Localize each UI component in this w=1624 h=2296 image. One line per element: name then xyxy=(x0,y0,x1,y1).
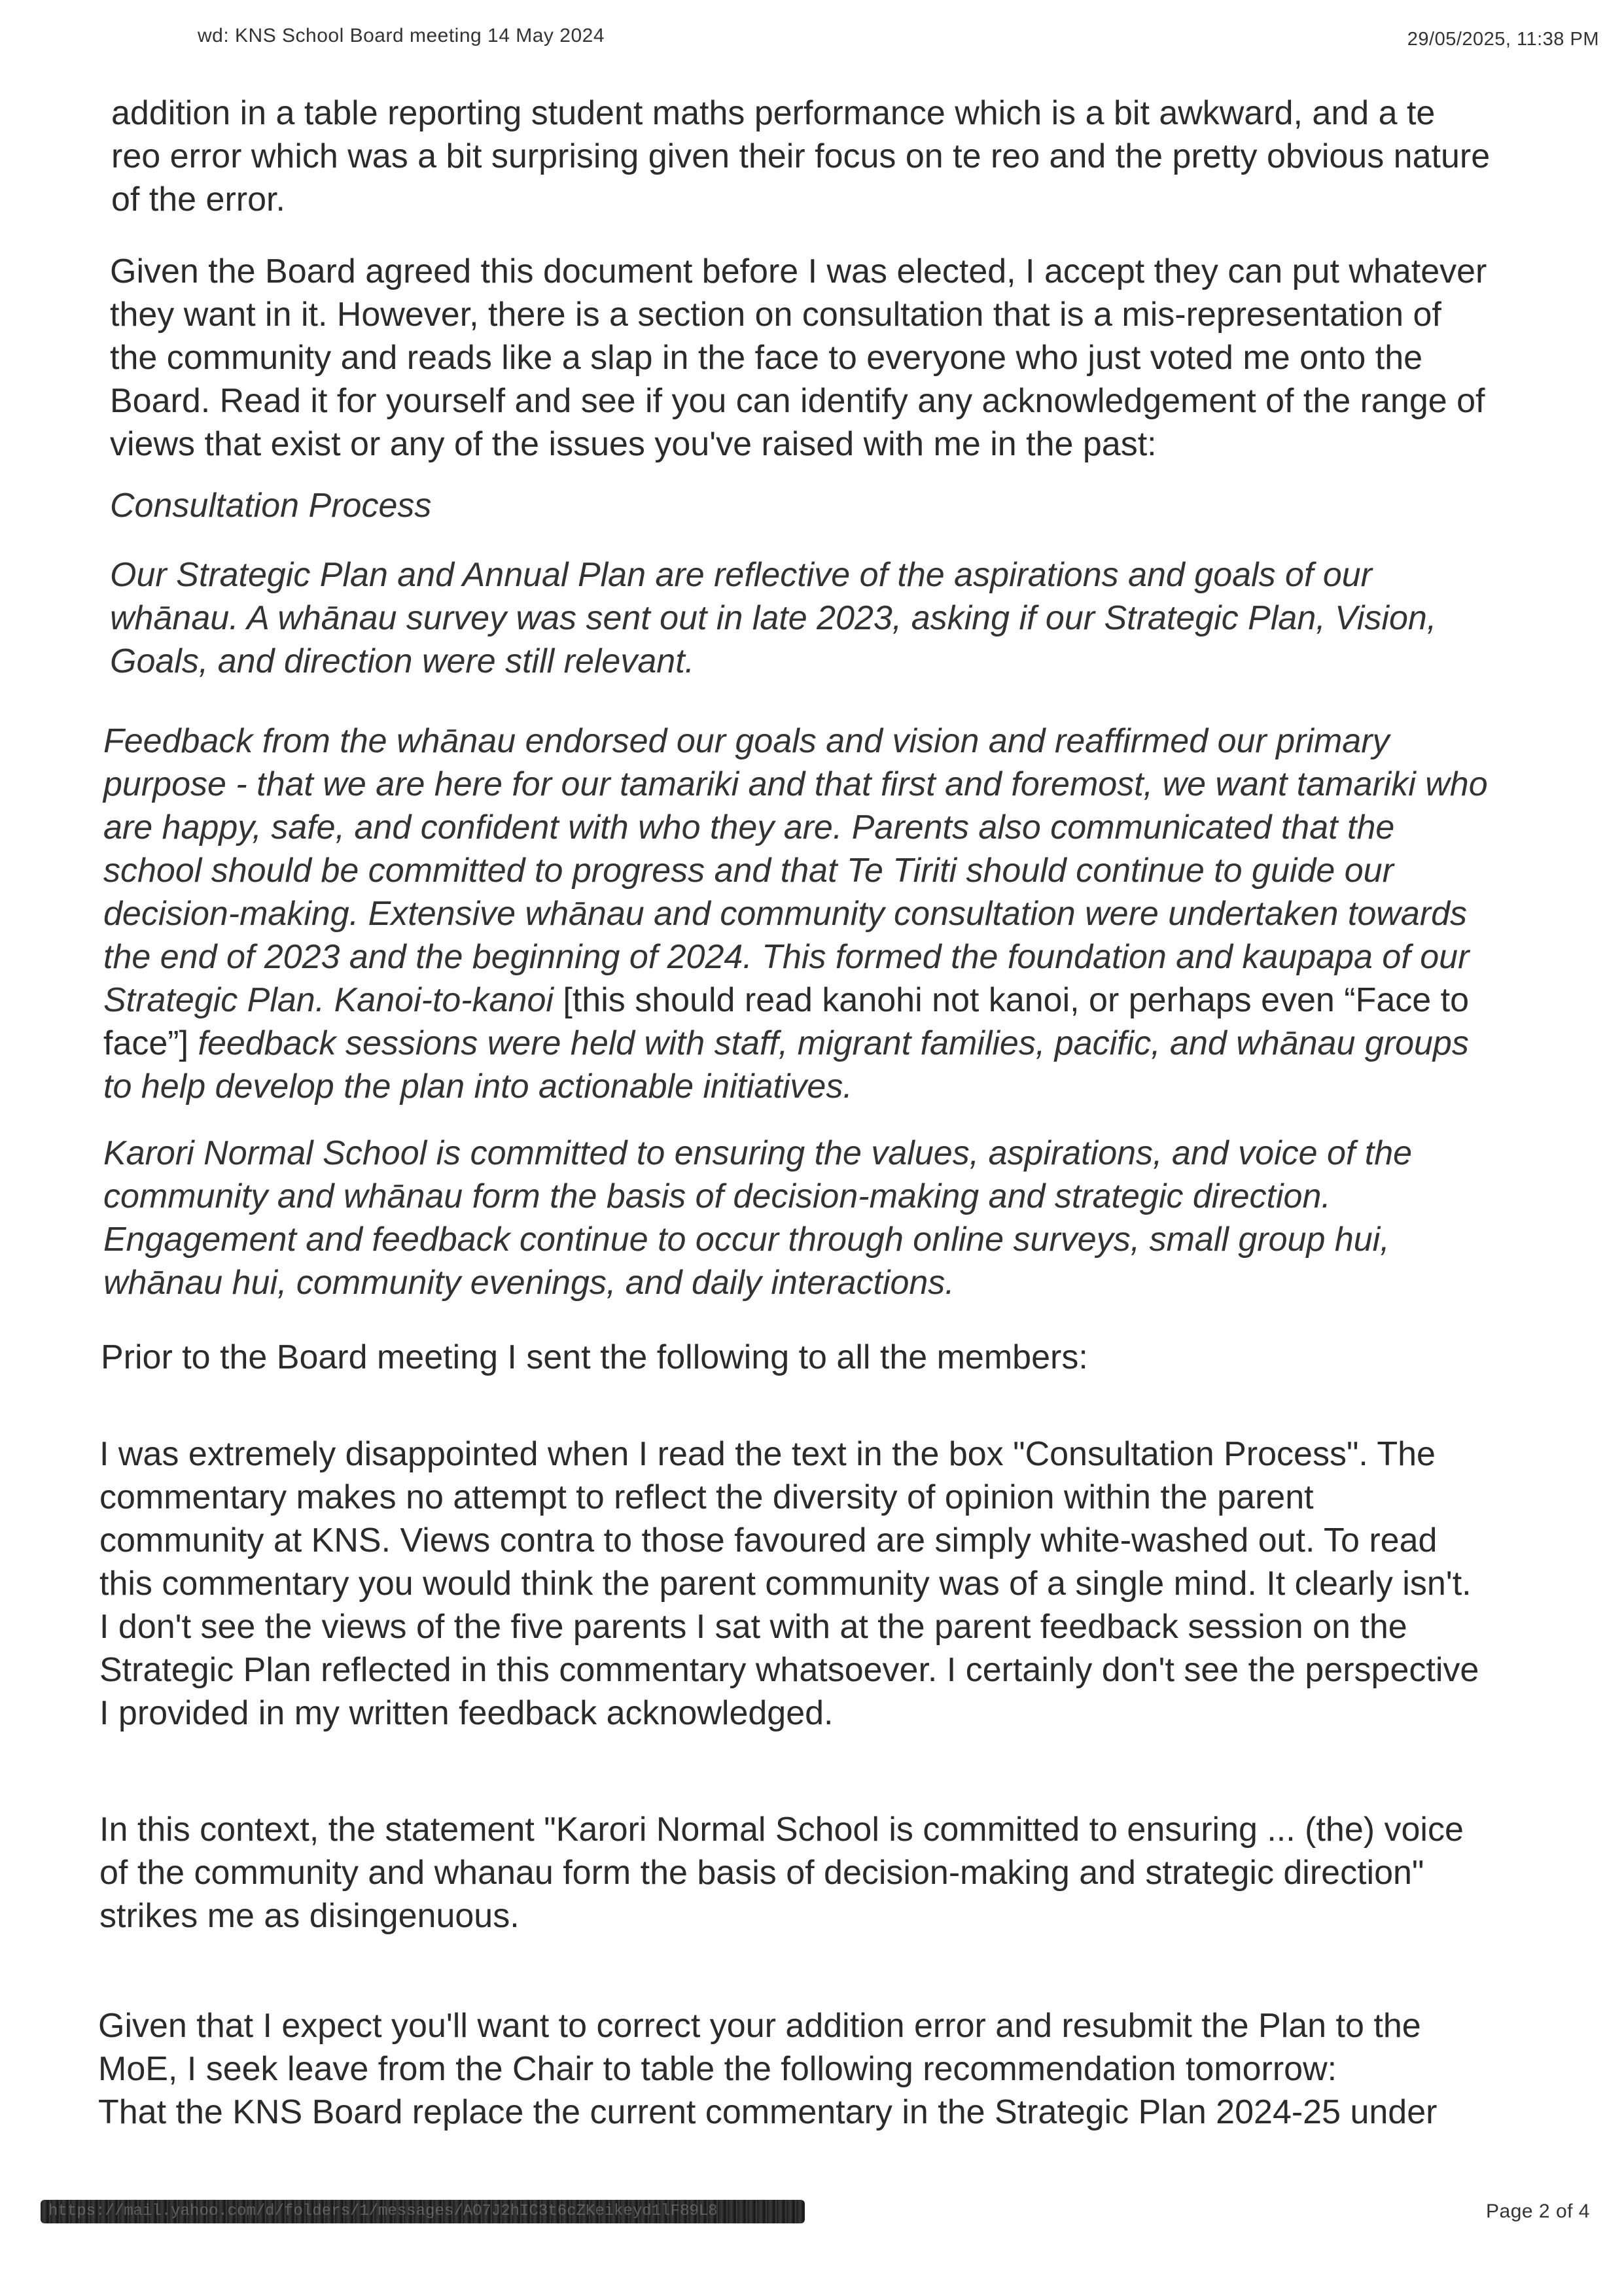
editor-note: [this should read kanohi not kanoi, or perhaps even “Face to face”] xyxy=(103,981,1470,1062)
paragraph-prior-to-meeting: Prior to the Board meeting I sent the following to all the members: xyxy=(101,1338,1088,1376)
quote-feedback-text-continued: feedback sessions were held with staff, migrant families, pacific, and whānau groups to help develop the plan into actionable initiatives. xyxy=(103,1024,1469,1105)
footer-url: https://mail.yahoo.com/d/folders/1/messages/AO7J2hIC3t6cZKeikeyd1lF89L8 xyxy=(48,2202,718,2220)
quote-heading-consultation-process: Consultation Process xyxy=(110,487,432,525)
quote-strategic-plan: Our Strategic Plan and Annual Plan are reflective of the aspirations and goals of our whānau. A whānau survey was sent out in late 2023, asking if our Strategic Plan, Vision, Goals, and direction were still relevant. xyxy=(110,556,1437,680)
paragraph-recommendation: Given that I expect you'll want to correct your addition error and resubmit the Plan to the MoE, I seek leave from the Chair to table the following recommendation tomorrow: That the KNS Board replace the current commentary in the Strategic Plan 2024-25 under xyxy=(98,2007,1438,2131)
email-subject-header: wd: KNS School Board meeting 14 May 2024 xyxy=(198,25,605,46)
paragraph-disappointed: I was extremely disappointed when I read the text in the box "Consultation Process". The commentary makes no attempt to reflect the diversity of opinion within the parent community at KNS. Views contra to those favoured are simply white-washed out. To read this commentary you would think the parent community was of a single mind. It clearly isn't. I don't see the views of the five parents I sat with at the parent feedback session on the Strategic Plan reflected in this commentary whatsoever. I certainly don't see the perspective I provided in my written feedback acknowledged. xyxy=(99,1435,1479,1732)
quote-karori-normal-school: Karori Normal School is committed to ensuring the values, aspirations, and voice of the community and whānau form the basis of decision-making and strategic direction. Engagement and feedback continue to occur through online surveys, small group hui, whānau hui, community evenings, and daily interactions. xyxy=(103,1134,1413,1302)
paragraph-addition-error: addition in a table reporting student maths performance which is a bit awkward, and a te reo error which was a bit surprising given their focus on te reo and the pretty obvious nature of the error. xyxy=(111,94,1491,218)
footer-url-bar xyxy=(41,2200,805,2223)
quote-feedback-whanau xyxy=(103,720,1488,1108)
paragraph-this-context: In this context, the statement "Karori Normal School is committed to ensuring ... (the) voice of the community and whanau form the basis of decision-making and strategic direction" strikes me as disingenuous. xyxy=(99,1811,1464,1935)
quote-feedback-text: Feedback from the whānau endorsed our goals and vision and reaffirmed our primary purpose - that we are here for our tamariki and that first and foremost, we want tamariki who are happy, safe, and confident with who they are. Parents also communicated that the school should be committed to progress and that Te Tiriti should continue to guide our decision-making. Extensive whānau and community consultation were undertaken towards the end of 2023 and the beginning of 2024. This formed the foundation and kaupapa of our Strategic Plan. Kanoi-to-kanoi xyxy=(103,722,1488,1019)
paragraph-board-agreed: Given the Board agreed this document before I was elected, I accept they can put whatever they want in it. However, there is a section on consultation that is a mis-representation of the community and reads like a slap in the face to everyone who just voted me onto the Board. Read it for yourself and see if you can identify any acknowledgement of the range of views that exist or any of the issues you've raised with me in the past: xyxy=(110,252,1487,463)
page-number: Page 2 of 4 xyxy=(1486,2200,1590,2222)
print-datetime: 29/05/2025, 11:38 PM xyxy=(1407,29,1599,50)
